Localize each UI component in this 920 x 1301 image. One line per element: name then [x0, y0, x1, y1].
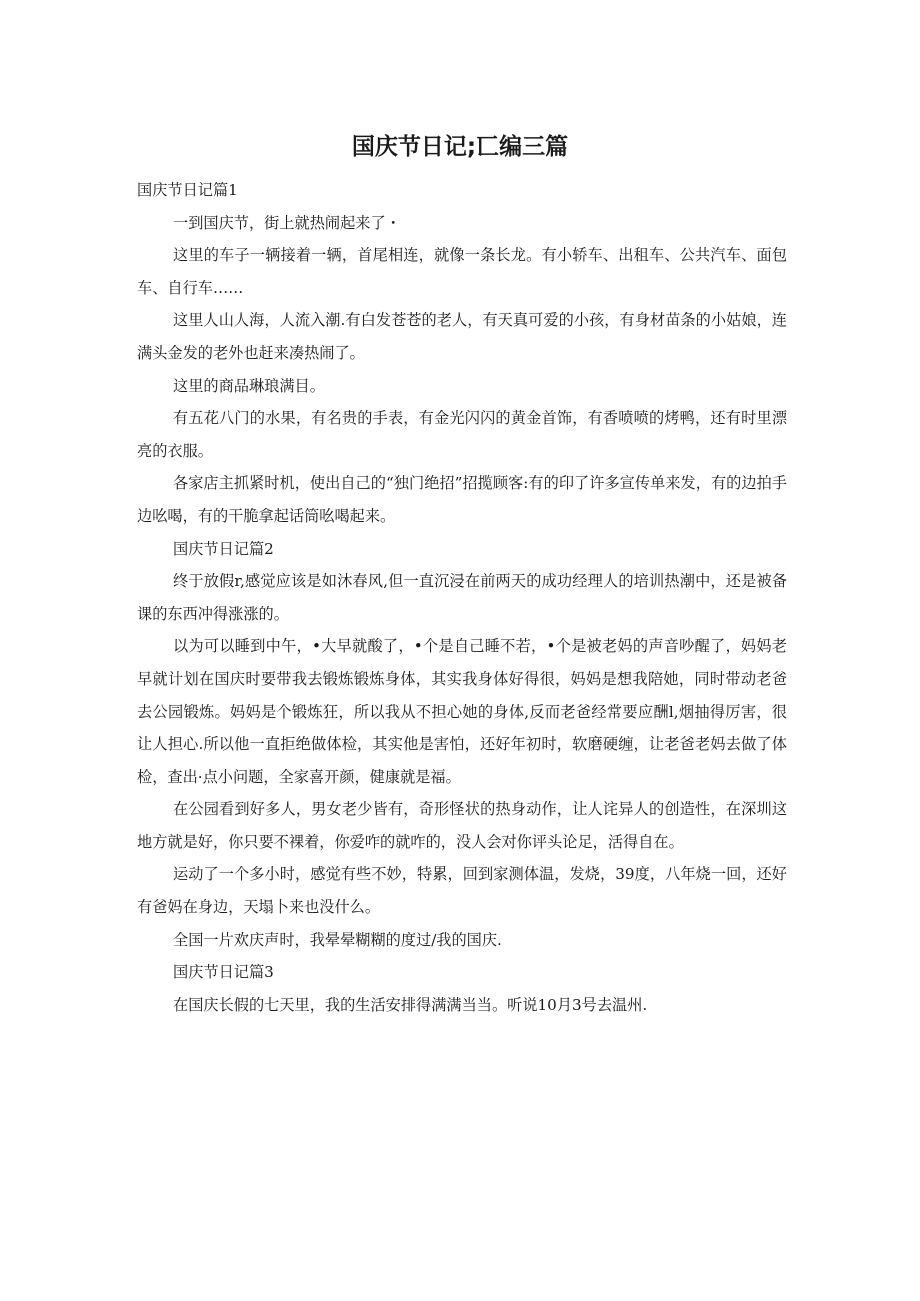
- paragraph: 这里的商品琳琅满目。: [173, 376, 325, 395]
- paragraph: 终于放假r,感觉应该是如沐春风,但一直沉浸在前两天的成功经理人的培训热潮中，还是被备课的东西冲得涨涨的。: [137, 572, 787, 623]
- paragraph: 一到国庆节，街上就热闹起来了・: [173, 213, 401, 232]
- section-heading-2: 国庆节日记篇2: [173, 539, 274, 558]
- paragraph: 有五花八门的水果，有名贵的手表，有金光闪闪的黄金首饰，有香喷喷的烤鸭，还有时里漂亮的衣服。: [137, 409, 787, 460]
- paragraph: 这里的车子一辆接着一辆，首尾相连，就像一条长龙。有小轿车、出租车、公共汽车、面包车、自行车……: [137, 246, 787, 297]
- document-title: 国庆节日记;匸编三篇: [351, 134, 569, 160]
- section-heading-1: 国庆节日记篇1: [137, 181, 238, 199]
- paragraph: 全国一片欢庆声时，我晕晕糊糊的度过/我的国庆.: [173, 930, 502, 949]
- paragraph: 各家店主抓紧时机，使出自己的“独门绝招”招揽顾客:有的印了许多宣传单来发，有的边拍手边吆喝，有的干脆拿起话筒吆喝起来。: [137, 474, 787, 525]
- paragraph: 在公园看到好多人，男女老少皆有，奇形怪状的热身动作，让人诧异人的创造性，在深圳这地方就是好，你只要不裸着，你爱咋的就咋的，没人会对你评头论足，活得自在。: [137, 800, 787, 851]
- paragraph: 这里人山人海，人流入潮.有白发苍苍的老人，有天真可爱的小孩，有身材苗条的小姑娘，连满头金发的老外也赶来凑热闹了。: [137, 311, 787, 362]
- document-body: [137, 174, 787, 1021]
- paragraph: 在国庆长假的七天里，我的生活安排得满满当当。听说10月3号去温州.: [173, 995, 648, 1014]
- section-heading-3: 国庆节日记篇3: [173, 963, 274, 982]
- paragraph: 以为可以睡到中午，•大早就酸了，•个是自己睡不若，•个是被老妈的声音吵醒了，妈妈老早就计划在国庆时要带我去锻炼锻炼身体，其实我身体好得很，妈妈是想我陪她，同时带动老爸去公园锻炼。妈妈是个锻炼狂，所以我从不担心她的身体,反而老爸经常要应酬l,烟抽得厉害，很让人担心.所以他一直拒绝做体检，其实他是害怕，还好年初时，软磨硬缠，让老爸老妈去做了体检，查出·点小问题，全家喜开颜，健康就是福。: [137, 637, 787, 786]
- paragraph: 运动了一个多小时，感觉有些不妙，特累，回到家测体温，发烧，39度，八年烧一回，还好有爸妈在身边，天塌卜来也没什么。: [137, 865, 787, 917]
